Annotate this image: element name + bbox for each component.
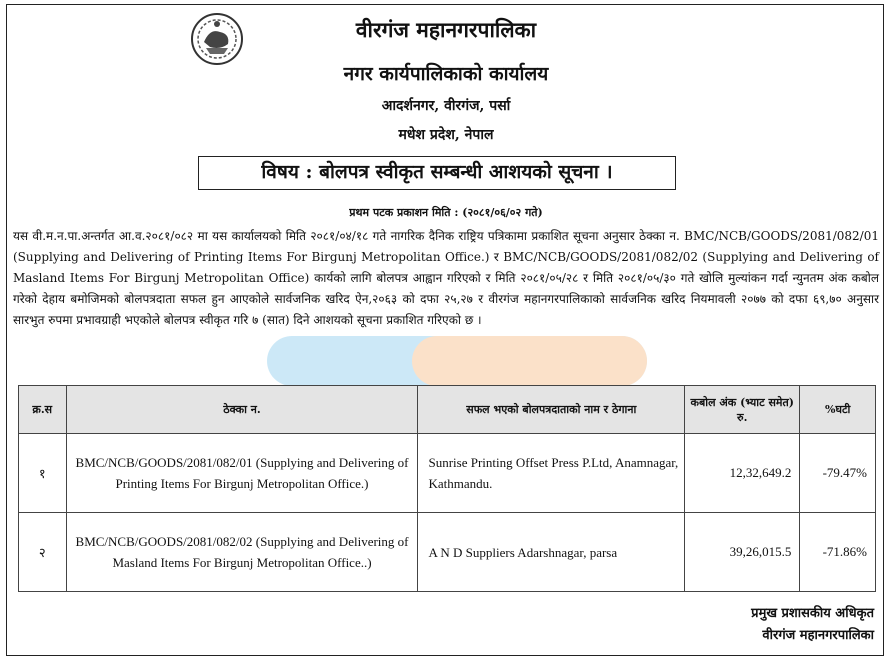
row-sn: २ (19, 513, 67, 592)
row-contract: BMC/NCB/GOODS/2081/082/02 (Supplying and Delivering of Masland Items For Birgunj Metropolitan Office..) (66, 513, 418, 592)
row-bidder: A N D Suppliers Adarshnagar, parsa (418, 513, 685, 592)
row-discount: -79.47% (800, 434, 876, 513)
row-discount: -71.86% (800, 513, 876, 592)
body-paragraph: यस वी.म.न.पा.अन्तर्गत आ.व.२०८१/०८२ मा यस कार्यालयको मिति २०८१/०४/१८ गते नागरिक दैनिक राष्ट्रिय पत्रिकामा प्रकाशित सूचना अनुसार ठेक्का न. BMC/NCB/GOODS/2081/082/01 (Supplying and Delivering of Printing Items For Birgunj Metropolitan Office.) र BMC/NCB/GOODS/2081/082/02 (Supplying and Delivering of Masland Items For Birgunj Metropolitan Office) कार्यको लागि बोलपत्र आह्वान गरिएको र मिति २०८१/०५/२८ र मिति २०८१/०५/३० गते खोलि मुल्यांकन गर्दा न्युनतम अंक कबोल गरेको देहाय बमोजिमको बोलपत्रदाता सफल हुन आएकोले सार्वजनिक खरिद ऐन,२०६३ को दफा २५,२७ र वीरगंज महानगरपालिकाको सार्वजनिक खरिद नियमावली २०७७ को दफा ६९,७० अनुसार सारभुत रुपमा प्रभावग्राही भएकोले बोलपत्र स्वीकृत गरि ७ (सात) दिने आशयको सूचना प्रकाशित गरिएको छ । (13, 229, 879, 327)
table-header-row (19, 386, 876, 434)
col-header-contract: ठेक्का न. (66, 386, 418, 434)
col-header-sn: क्र.स (19, 386, 67, 434)
row-sn: १ (19, 434, 67, 513)
signatory-org: वीरगंज महानगरपालिका (762, 628, 874, 643)
signature-block (751, 603, 874, 647)
publication-date: प्रथम पटक प्रकाशन मिति : (२०८१/०६/०२ गते) (349, 206, 543, 219)
signatory-title: प्रमुख प्रशासकीय अधिकृत (751, 606, 874, 621)
notice-body (13, 226, 879, 331)
municipality-name: वीरगंज महानगरपालिका (355, 17, 537, 42)
row-amount: 12,32,649.2 (685, 434, 800, 513)
col-header-discount: %घटी (800, 386, 876, 434)
row-contract: BMC/NCB/GOODS/2081/082/01 (Supplying and Delivering of Printing Items For Birgunj Metropolitan Office.) (66, 434, 418, 513)
col-header-amount: कबोल अंक (भ्याट समेत) रु. (685, 386, 800, 434)
province-country: मधेश प्रदेश, नेपाल (398, 127, 494, 143)
row-bidder: Sunrise Printing Offset Press P.Ltd, Anamnagar, Kathmandu. (418, 434, 685, 513)
table-row (19, 434, 876, 513)
row-amount: 39,26,015.5 (685, 513, 800, 592)
table-row (19, 513, 876, 592)
office-address: आदर्शनगर, वीरगंज, पर्सा (381, 98, 511, 114)
col-header-bidder: सफल भएको बोलपत्रदाताको नाम र ठेगाना (418, 386, 685, 434)
office-name: नगर कार्यपालिकाको कार्यालय (343, 63, 549, 85)
award-table (18, 385, 876, 592)
notice-subject: विषय : बोलपत्र स्वीकृत सम्बन्धी आशयको सूचना । (198, 156, 676, 190)
